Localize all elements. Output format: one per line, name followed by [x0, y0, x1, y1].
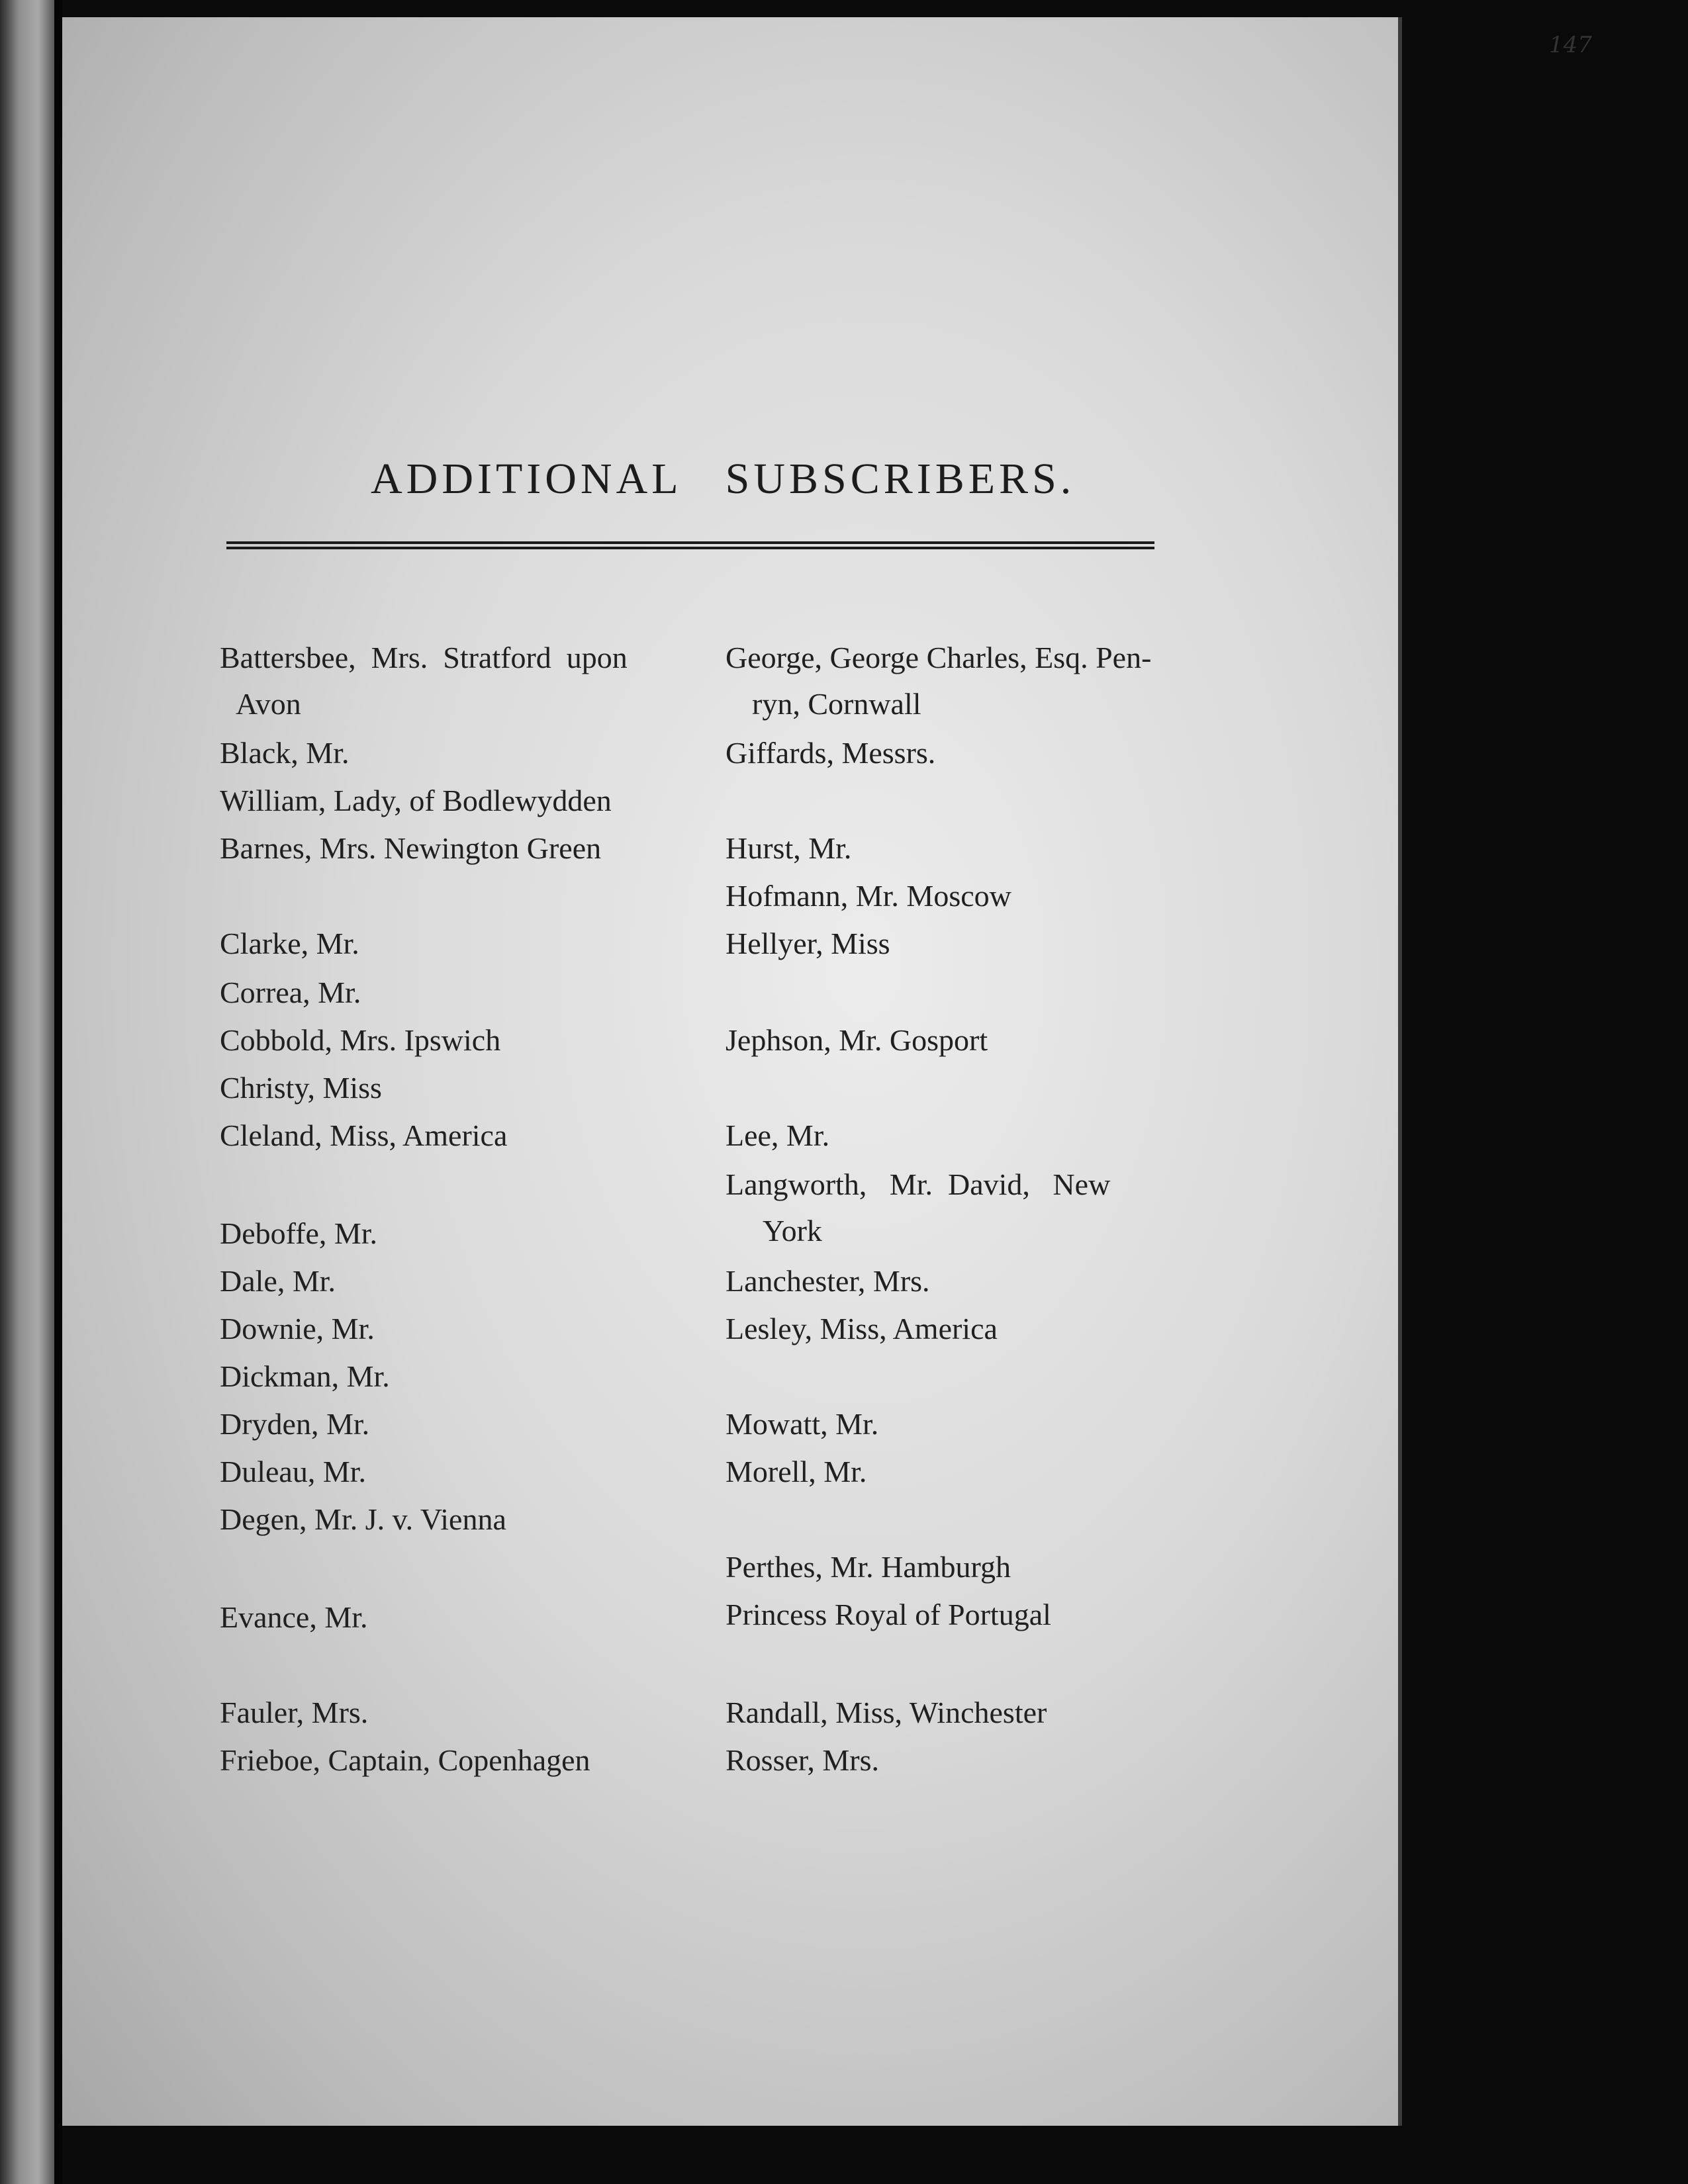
- list-item: Rosser, Mrs.: [726, 1743, 879, 1777]
- list-item: Clarke, Mr.: [220, 927, 359, 960]
- adjacent-page-edge: [0, 0, 54, 2184]
- list-item: Dryden, Mr.: [220, 1407, 370, 1441]
- list-item: Duleau, Mr.: [220, 1455, 367, 1488]
- list-item: George, George Charles, Esq. Pen-: [726, 641, 1152, 674]
- list-item: Mowatt, Mr.: [726, 1407, 879, 1441]
- list-item: Hofmann, Mr. Moscow: [726, 879, 1011, 913]
- list-item: Hurst, Mr.: [726, 831, 852, 865]
- list-item: Downie, Mr.: [220, 1312, 375, 1345]
- list-item: Cleland, Miss, America: [220, 1118, 508, 1152]
- list-item: Barnes, Mrs. Newington Green: [220, 831, 602, 865]
- title-double-rule: [226, 541, 1154, 549]
- list-item: Lee, Mr.: [726, 1118, 830, 1152]
- list-item: Hellyer, Miss: [726, 927, 890, 960]
- list-item: Lesley, Miss, America: [726, 1312, 998, 1345]
- list-item: Princess Royal of Portugal: [726, 1598, 1051, 1631]
- list-item: ryn, Cornwall: [752, 687, 921, 721]
- list-item: York: [763, 1214, 822, 1248]
- page-number: 147: [1549, 32, 1592, 58]
- list-item: Perthes, Mr. Hamburgh: [726, 1550, 1011, 1584]
- list-item: Degen, Mr. J. v. Vienna: [220, 1502, 506, 1536]
- list-item: Randall, Miss, Winchester: [726, 1696, 1047, 1729]
- list-item: Fauler, Mrs.: [220, 1696, 369, 1729]
- list-item: Lanchester, Mrs.: [726, 1264, 930, 1298]
- list-item: Cobbold, Mrs. Ipswich: [220, 1023, 501, 1057]
- list-item: Langworth, Mr. David, New: [726, 1167, 1111, 1201]
- list-item: Frieboe, Captain, Copenhagen: [220, 1743, 590, 1777]
- list-item: Correa, Mr.: [220, 976, 361, 1009]
- list-item: Jephson, Mr. Gosport: [726, 1023, 988, 1057]
- list-item: Deboffe, Mr.: [220, 1216, 378, 1250]
- page-gutter: [54, 0, 62, 2184]
- list-item: Evance, Mr.: [220, 1600, 368, 1634]
- list-item: Dale, Mr.: [220, 1264, 336, 1298]
- list-item: Avon: [236, 687, 301, 721]
- list-item: Battersbee, Mrs. Stratford upon: [220, 641, 628, 674]
- list-item: Christy, Miss: [220, 1071, 382, 1105]
- list-item: Dickman, Mr.: [220, 1359, 390, 1393]
- list-item: Black, Mr.: [220, 736, 350, 770]
- list-item: William, Lady, of Bodlewydden: [220, 784, 612, 817]
- list-item: Morell, Mr.: [726, 1455, 867, 1488]
- page-title: ADDITIONAL SUBSCRIBERS.: [371, 455, 1076, 503]
- list-item: Giffards, Messrs.: [726, 736, 936, 770]
